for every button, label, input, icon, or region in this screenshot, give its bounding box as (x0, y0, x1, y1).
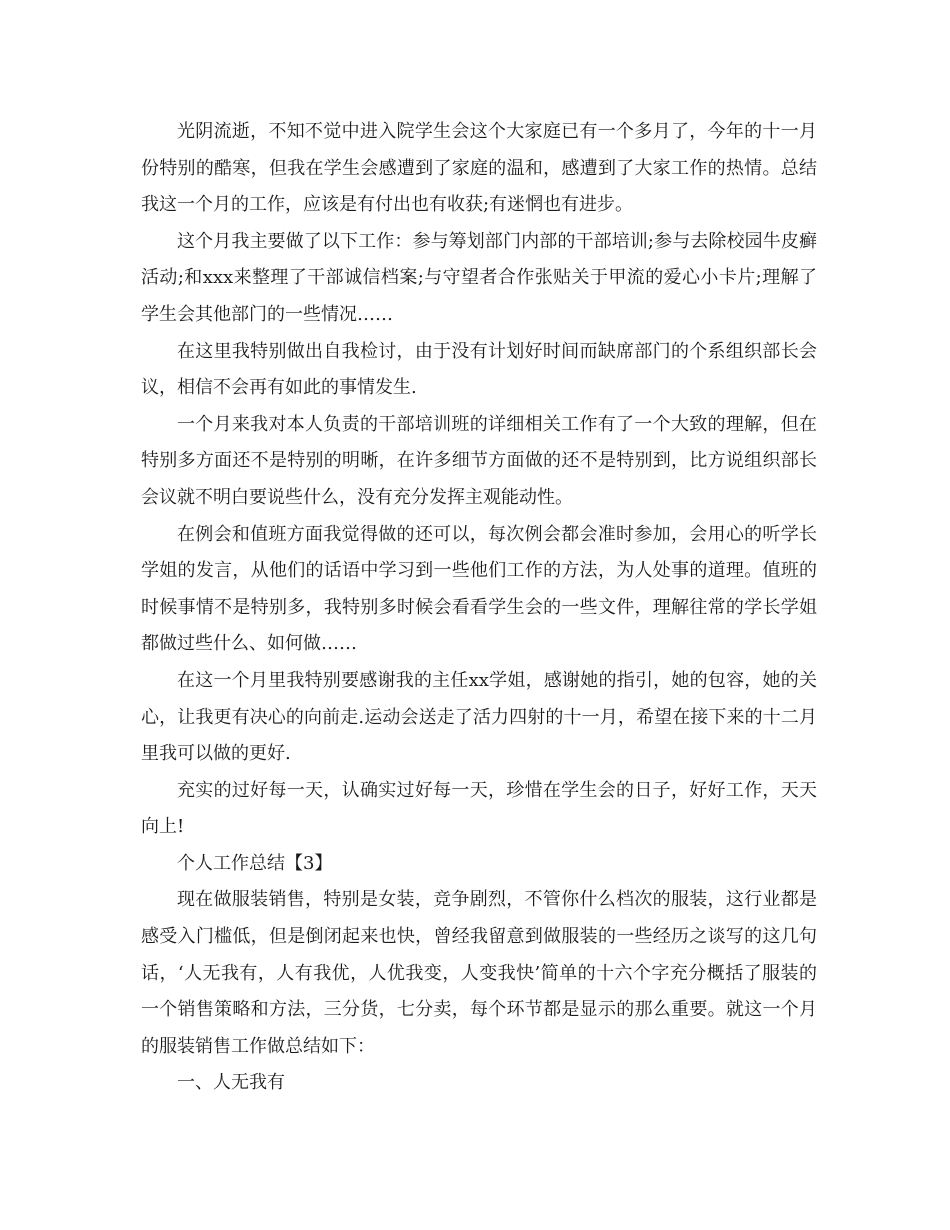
paragraph-meetings-duty: 在例会和值班方面我觉得做的还可以，每次例会都会准时参加，会用心的听学长学姐的发言，从他们的话语中学习到一些他们工作的方法，为人处事的道理。值班的时候事情不是特别多，我特别多时候会看看学生会的一些文件，理解往常的学长学姐都做过些什么、如何做…… (141, 523, 817, 655)
paragraph-self-review: 在这里我特别做出自我检讨，由于没有计划好时间而缺席部门的个系组织部长会议，相信不会再有如此的事情发生. (141, 340, 817, 399)
section-heading: 个人工作总结【3】 (177, 852, 333, 874)
paragraph-clothing-sales: 现在做服装销售，特别是女装，竞争剧烈，不管你什么档次的服装，这行业都是感受入门槛低，但是倒闭起来也快，曾经我留意到做服装的一些经历之谈写的这几句话，‘人无我有，人有我优，人优我变，人变我快’简单的十六个字充分概括了服装的一个销售策略和方法，三分货，七分卖，每个环节都是显示的那么重要。就这一个月的服装销售工作做总结如下： (141, 889, 817, 1057)
paragraph-training-class: 一个月来我对本人负责的干部培训班的详细相关工作有了一个大致的理解，但在特别多方面还不是特别的明晰，在许多细节方面做的还不是特别到，比方说组织部长会议就不明白要说些什么，没有充分发挥主观能动性。 (141, 413, 817, 508)
paragraph-thanks: 在这一个月里我特别要感谢我的主任xx学姐，感谢她的指引，她的包容，她的关心，让我更有决心的向前走.运动会送走了活力四射的十一月，希望在接下来的十二月里我可以做的更好. (141, 669, 817, 765)
paragraph-closing: 充实的过好每一天，认确实过好每一天，珍惜在学生会的日子，好好工作，天天向上! (141, 779, 817, 838)
document-body (141, 114, 817, 1102)
paragraph-intro: 光阴流逝，不知不觉中进入院学生会这个大家庭已有一个多月了，今年的十一月份特别的酷寒，但我在学生会感遭到了家庭的温和，感遭到了大家工作的热情。总结我这一个月的工作，应该是有付出也有收获;有迷惘也有进步。 (141, 121, 817, 216)
paragraph-work-list: 这个月我主要做了以下工作：参与筹划部门内部的干部培训;参与去除校园牛皮癣活动;和xxx来整理了干部诚信档案;与守望者合作张贴关于甲流的爱心小卡片;理解了学生会其他部门的一些情况…… (141, 230, 817, 325)
subsection-heading: 一、人无我有 (177, 1072, 285, 1094)
